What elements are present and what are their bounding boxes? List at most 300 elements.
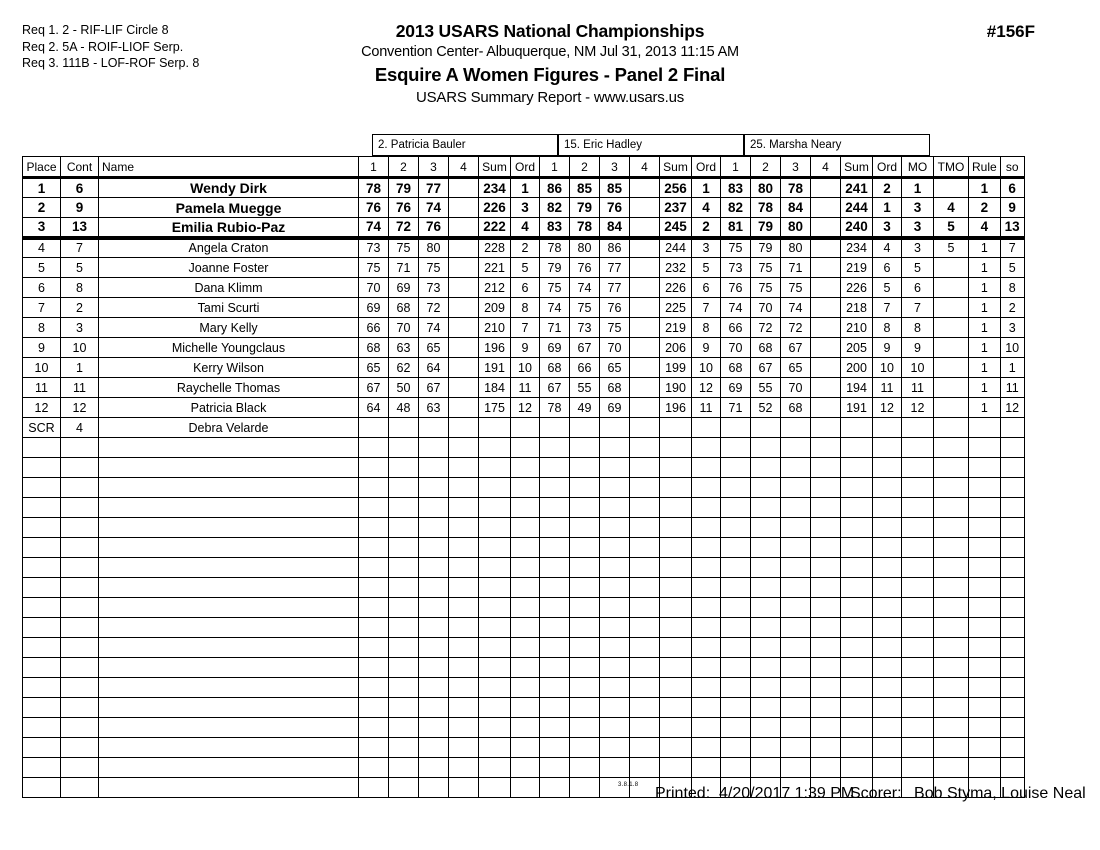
cell-j3-sum: [841, 498, 873, 518]
cell-j2-score-1: [540, 758, 570, 778]
cell-j3-score-1: [721, 458, 751, 478]
col-header-j1-score-3: 3: [419, 157, 449, 178]
cell-j3-ord: [873, 758, 902, 778]
cell-j2-score-3: [600, 638, 630, 658]
cell-j1-score-2: 62: [389, 358, 419, 378]
cell-j1-score-3: [419, 578, 449, 598]
cell-j2-sum: [660, 558, 692, 578]
cell-j2-score-2: 76: [570, 258, 600, 278]
cell-j2-score-4: [630, 498, 660, 518]
cell-rule: [969, 578, 1001, 598]
cell-j3-sum: 194: [841, 378, 873, 398]
col-header-j2-score-3: 3: [600, 157, 630, 178]
cell-j2-score-4: [630, 538, 660, 558]
cell-tmo: [934, 718, 969, 738]
cell-j1-score-4: [449, 658, 479, 678]
cell-j3-score-2: [751, 718, 781, 738]
table-row-blank[interactable]: [23, 698, 1025, 718]
cell-j1-score-4: [449, 278, 479, 298]
cell-cont: 9: [61, 198, 99, 218]
cell-name: [99, 698, 359, 718]
cell-j1-score-1: [359, 558, 389, 578]
cell-so: 2: [1000, 298, 1024, 318]
col-header-j2-score-2: 2: [570, 157, 600, 178]
cell-j3-score-4: [811, 598, 841, 618]
cell-j2-score-2: 79: [570, 198, 600, 218]
cell-j1-score-3: [419, 498, 449, 518]
table-row-blank[interactable]: [23, 738, 1025, 758]
cell-place: [23, 638, 61, 658]
cell-place: 2: [23, 198, 61, 218]
cell-so: 13: [1000, 218, 1024, 238]
cell-so: [1000, 558, 1024, 578]
cell-j2-score-4: [630, 338, 660, 358]
cell-j3-score-2: 72: [751, 318, 781, 338]
cell-j1-ord: [511, 538, 540, 558]
table-row-blank[interactable]: [23, 618, 1025, 638]
cell-j2-score-4: [630, 178, 660, 198]
cell-j3-score-3: 70: [781, 378, 811, 398]
table-row[interactable]: [23, 358, 1025, 378]
cell-j3-score-2: [751, 558, 781, 578]
cell-name: Michelle Youngclaus: [99, 338, 359, 358]
cell-j1-score-2: [389, 558, 419, 578]
cell-cont: [61, 738, 99, 758]
judge-header-band: [372, 134, 915, 156]
cell-mo: [902, 558, 934, 578]
table-row[interactable]: [23, 278, 1025, 298]
cell-j2-sum: [660, 498, 692, 518]
cell-j2-score-4: [630, 698, 660, 718]
cell-j2-score-2: 49: [570, 398, 600, 418]
table-row-blank[interactable]: [23, 538, 1025, 558]
table-row-blank[interactable]: [23, 598, 1025, 618]
cell-j1-score-3: [419, 678, 449, 698]
results-table: [22, 156, 1025, 798]
cell-j2-score-4: [630, 478, 660, 498]
cell-j3-score-2: [751, 458, 781, 478]
cell-name: Dana Klimm: [99, 278, 359, 298]
cell-j3-score-4: [811, 678, 841, 698]
cell-j1-score-1: [359, 658, 389, 678]
cell-place: [23, 718, 61, 738]
cell-j1-score-3: [419, 758, 449, 778]
requirement-line-1: Req 1. 2 - RIF-LIF Circle 8: [22, 23, 169, 37]
cell-j2-score-2: 78: [570, 218, 600, 238]
cell-j1-ord: 2: [511, 238, 540, 258]
cell-cont: [61, 598, 99, 618]
cell-cont: 4: [61, 418, 99, 438]
cell-j3-score-2: [751, 738, 781, 758]
cell-j3-score-3: [781, 578, 811, 598]
cell-j1-score-3: [419, 698, 449, 718]
cell-j2-score-1: [540, 738, 570, 758]
cell-j1-score-1: [359, 598, 389, 618]
cell-j2-score-2: [570, 478, 600, 498]
table-row-blank[interactable]: [23, 458, 1025, 478]
cell-mo: [902, 598, 934, 618]
cell-j1-sum: 210: [479, 318, 511, 338]
cell-j1-score-3: 76: [419, 218, 449, 238]
table-row-blank[interactable]: [23, 758, 1025, 778]
cell-name: [99, 538, 359, 558]
cell-j1-score-4: [449, 238, 479, 258]
cell-j2-score-4: [630, 718, 660, 738]
cell-j2-score-2: [570, 658, 600, 678]
cell-j2-score-2: 66: [570, 358, 600, 378]
cell-rule: 1: [969, 358, 1001, 378]
cell-j1-score-4: [449, 638, 479, 658]
cell-j1-ord: 6: [511, 278, 540, 298]
cell-j2-sum: 206: [660, 338, 692, 358]
cell-j3-ord: 8: [873, 318, 902, 338]
cell-j2-score-1: 67: [540, 378, 570, 398]
cell-tmo: 5: [934, 218, 969, 238]
cell-j1-score-3: 75: [419, 258, 449, 278]
cell-j1-score-3: [419, 738, 449, 758]
cell-j3-ord: [873, 438, 902, 458]
cell-place: 3: [23, 218, 61, 238]
cell-j1-ord: 10: [511, 358, 540, 378]
cell-so: [1000, 618, 1024, 638]
cell-j2-score-2: [570, 718, 600, 738]
cell-place: 12: [23, 398, 61, 418]
cell-j2-score-2: 55: [570, 378, 600, 398]
championship-title: 2013 USARS National Championships: [395, 21, 705, 41]
judge-panel-2: 15. Eric Hadley: [558, 134, 744, 156]
cell-j3-score-2: [751, 598, 781, 618]
cell-j3-sum: 219: [841, 258, 873, 278]
cell-place: 8: [23, 318, 61, 338]
cell-j1-score-2: 79: [389, 178, 419, 198]
cell-j3-score-4: [811, 418, 841, 438]
cell-j2-ord: [692, 738, 721, 758]
cell-j3-score-1: 83: [721, 178, 751, 198]
cell-j3-score-2: 79: [751, 218, 781, 238]
table-row-blank[interactable]: [23, 518, 1025, 538]
cell-tmo: [934, 318, 969, 338]
cell-j2-score-2: [570, 538, 600, 558]
table-row-blank[interactable]: [23, 678, 1025, 698]
cell-j3-score-2: [751, 618, 781, 638]
cell-j1-ord: [511, 598, 540, 618]
cell-j1-sum: [479, 438, 511, 458]
cell-mo: [902, 638, 934, 658]
cell-j2-score-2: [570, 518, 600, 538]
cell-name: [99, 778, 359, 798]
cell-j2-sum: [660, 638, 692, 658]
judge-panel-3: 25. Marsha Neary: [744, 134, 930, 156]
cell-cont: 8: [61, 278, 99, 298]
cell-j1-score-3: [419, 778, 449, 798]
cell-j2-score-1: 82: [540, 198, 570, 218]
cell-j1-score-4: [449, 438, 479, 458]
cell-j3-sum: [841, 718, 873, 738]
cell-j1-score-2: [389, 758, 419, 778]
cell-j2-ord: 11: [692, 398, 721, 418]
cell-j3-sum: [841, 598, 873, 618]
col-header-j1-score-1: 1: [359, 157, 389, 178]
cell-tmo: [934, 278, 969, 298]
cell-j2-score-3: 69: [600, 398, 630, 418]
cell-j2-ord: 12: [692, 378, 721, 398]
cell-j3-score-2: [751, 698, 781, 718]
table-row[interactable]: [23, 238, 1025, 258]
cell-j1-score-2: [389, 698, 419, 718]
cell-rule: [969, 498, 1001, 518]
cell-j2-ord: [692, 658, 721, 678]
cell-j3-ord: 2: [873, 178, 902, 198]
table-row-blank[interactable]: [23, 718, 1025, 738]
table-row[interactable]: [23, 338, 1025, 358]
cell-j2-ord: [692, 598, 721, 618]
cell-j2-score-1: 74: [540, 298, 570, 318]
cell-j2-ord: [692, 718, 721, 738]
cell-name: Wendy Dirk: [99, 178, 359, 198]
table-row-blank[interactable]: [23, 558, 1025, 578]
cell-j1-score-1: [359, 778, 389, 798]
cell-j2-score-3: [600, 498, 630, 518]
cell-j1-score-1: 67: [359, 378, 389, 398]
cell-j3-ord: [873, 698, 902, 718]
table-row[interactable]: [23, 318, 1025, 338]
table-row[interactable]: [23, 298, 1025, 318]
cell-j2-score-2: [570, 778, 600, 798]
cell-j2-score-4: [630, 278, 660, 298]
cell-j1-score-4: [449, 598, 479, 618]
cell-place: [23, 778, 61, 798]
table-row-blank[interactable]: [23, 578, 1025, 598]
cell-cont: [61, 618, 99, 638]
table-row[interactable]: [23, 398, 1025, 418]
cell-j2-score-3: 84: [600, 218, 630, 238]
cell-j2-score-2: [570, 578, 600, 598]
cell-j2-score-1: [540, 418, 570, 438]
cell-j2-sum: 244: [660, 238, 692, 258]
cell-j2-score-1: [540, 458, 570, 478]
cell-j3-ord: 9: [873, 338, 902, 358]
cell-rule: [969, 658, 1001, 678]
cell-j3-score-1: 81: [721, 218, 751, 238]
cell-rule: [969, 698, 1001, 718]
cell-j2-score-3: [600, 598, 630, 618]
table-row[interactable]: [23, 178, 1025, 198]
cell-j1-score-3: 65: [419, 338, 449, 358]
cell-j3-score-3: 74: [781, 298, 811, 318]
cell-j3-score-3: [781, 478, 811, 498]
cell-tmo: [934, 358, 969, 378]
cell-j1-ord: [511, 638, 540, 658]
cell-j1-sum: 184: [479, 378, 511, 398]
cell-j2-score-2: 74: [570, 278, 600, 298]
col-header-j3-score-2: 2: [751, 157, 781, 178]
cell-j2-score-3: [600, 658, 630, 678]
cell-j3-score-3: [781, 758, 811, 778]
cell-rule: [969, 418, 1001, 438]
cell-j2-score-3: 76: [600, 198, 630, 218]
cell-j1-score-4: [449, 738, 479, 758]
cell-j2-score-1: 68: [540, 358, 570, 378]
cell-cont: [61, 458, 99, 478]
cell-j1-score-3: [419, 418, 449, 438]
cell-j1-ord: [511, 678, 540, 698]
cell-j2-score-2: [570, 618, 600, 638]
cell-j3-sum: [841, 418, 873, 438]
cell-j3-score-2: [751, 438, 781, 458]
cell-j2-score-3: 77: [600, 278, 630, 298]
cell-j1-ord: [511, 718, 540, 738]
col-header-name: Name: [99, 157, 359, 178]
cell-j1-sum: [479, 558, 511, 578]
cell-place: [23, 578, 61, 598]
table-header-row: [23, 157, 1025, 178]
cell-so: [1000, 658, 1024, 678]
cell-j2-score-3: 77: [600, 258, 630, 278]
cell-j2-score-1: [540, 558, 570, 578]
cell-j2-score-1: [540, 578, 570, 598]
cell-tmo: [934, 298, 969, 318]
col-header-j1-score-4: 4: [449, 157, 479, 178]
cell-j1-score-2: [389, 658, 419, 678]
cell-j1-score-4: [449, 618, 479, 638]
cell-rule: [969, 598, 1001, 618]
cell-j3-score-1: 66: [721, 318, 751, 338]
cell-j3-score-1: [721, 678, 751, 698]
table-row[interactable]: [23, 418, 1025, 438]
cell-j3-ord: 3: [873, 218, 902, 238]
cell-j3-ord: 11: [873, 378, 902, 398]
cell-cont: [61, 438, 99, 458]
cell-j2-score-3: [600, 578, 630, 598]
cell-j2-ord: 3: [692, 238, 721, 258]
cell-j3-ord: [873, 538, 902, 558]
col-header-j1-score-2: 2: [389, 157, 419, 178]
cell-place: 11: [23, 378, 61, 398]
cell-j3-score-2: [751, 418, 781, 438]
table-row-blank[interactable]: [23, 658, 1025, 678]
cell-j1-ord: 5: [511, 258, 540, 278]
cell-j1-sum: 191: [479, 358, 511, 378]
cell-tmo: [934, 518, 969, 538]
cell-j2-score-2: [570, 558, 600, 578]
printed-value: 4/20/2017 1:39 PM: [719, 785, 855, 802]
cell-so: [1000, 478, 1024, 498]
col-header-j3-score-4: 4: [811, 157, 841, 178]
cell-rule: 2: [969, 198, 1001, 218]
cell-j3-ord: 7: [873, 298, 902, 318]
table-row[interactable]: [23, 258, 1025, 278]
cell-j3-ord: [873, 478, 902, 498]
cell-j1-score-3: 73: [419, 278, 449, 298]
cell-j1-score-2: 70: [389, 318, 419, 338]
cell-j3-score-3: [781, 498, 811, 518]
cell-mo: [902, 758, 934, 778]
table-row-blank[interactable]: [23, 498, 1025, 518]
cell-j1-sum: [479, 418, 511, 438]
cell-j1-ord: [511, 658, 540, 678]
cell-j2-score-3: [600, 478, 630, 498]
cell-tmo: [934, 598, 969, 618]
cell-mo: 10: [902, 358, 934, 378]
cell-rule: [969, 738, 1001, 758]
cell-j2-sum: 196: [660, 398, 692, 418]
cell-j2-score-4: [630, 378, 660, 398]
cell-j2-ord: [692, 678, 721, 698]
cell-j1-score-4: [449, 398, 479, 418]
cell-tmo: [934, 378, 969, 398]
cell-j1-score-4: [449, 298, 479, 318]
cell-j2-score-2: [570, 418, 600, 438]
cell-j1-score-2: [389, 738, 419, 758]
table-row-blank[interactable]: [23, 638, 1025, 658]
cell-j3-score-1: [721, 498, 751, 518]
cell-name: Angela Craton: [99, 238, 359, 258]
cell-j3-score-4: [811, 758, 841, 778]
table-row-blank[interactable]: [23, 478, 1025, 498]
cell-rule: [969, 678, 1001, 698]
table-row[interactable]: [23, 218, 1025, 238]
cell-j2-ord: [692, 618, 721, 638]
cell-j1-ord: [511, 778, 540, 798]
cell-j1-sum: [479, 458, 511, 478]
cell-j1-sum: [479, 598, 511, 618]
cell-place: [23, 538, 61, 558]
cell-j1-score-2: 68: [389, 298, 419, 318]
cell-j1-score-2: 50: [389, 378, 419, 398]
table-row[interactable]: [23, 198, 1025, 218]
cell-j2-ord: 1: [692, 178, 721, 198]
cell-name: [99, 498, 359, 518]
table-row-blank[interactable]: [23, 438, 1025, 458]
cell-j3-score-4: [811, 498, 841, 518]
cell-place: [23, 458, 61, 478]
cell-rule: [969, 638, 1001, 658]
cell-j3-sum: 205: [841, 338, 873, 358]
cell-j2-score-4: [630, 758, 660, 778]
cell-j1-sum: 222: [479, 218, 511, 238]
cell-j2-score-4: [630, 578, 660, 598]
cell-rule: [969, 438, 1001, 458]
cell-j3-score-4: [811, 278, 841, 298]
cell-place: [23, 698, 61, 718]
cell-j3-ord: [873, 578, 902, 598]
cell-j1-ord: [511, 738, 540, 758]
cell-j2-score-1: [540, 638, 570, 658]
cell-j1-score-4: [449, 458, 479, 478]
cell-j1-score-4: [449, 178, 479, 198]
cell-j1-score-2: [389, 578, 419, 598]
cell-cont: [61, 678, 99, 698]
cell-mo: 11: [902, 378, 934, 398]
cell-j2-score-1: [540, 718, 570, 738]
cell-j1-score-2: [389, 638, 419, 658]
cell-j3-score-4: [811, 538, 841, 558]
cell-j1-score-1: [359, 418, 389, 438]
cell-j2-score-4: [630, 238, 660, 258]
cell-j3-sum: [841, 618, 873, 638]
table-row[interactable]: [23, 378, 1025, 398]
cell-j1-ord: [511, 458, 540, 478]
cell-rule: 1: [969, 398, 1001, 418]
cell-place: [23, 738, 61, 758]
cell-j1-ord: [511, 578, 540, 598]
cell-j3-score-2: 67: [751, 358, 781, 378]
cell-name: [99, 458, 359, 478]
cell-j3-score-1: [721, 418, 751, 438]
cell-j1-sum: [479, 478, 511, 498]
cell-place: [23, 558, 61, 578]
cell-name: Raychelle Thomas: [99, 378, 359, 398]
